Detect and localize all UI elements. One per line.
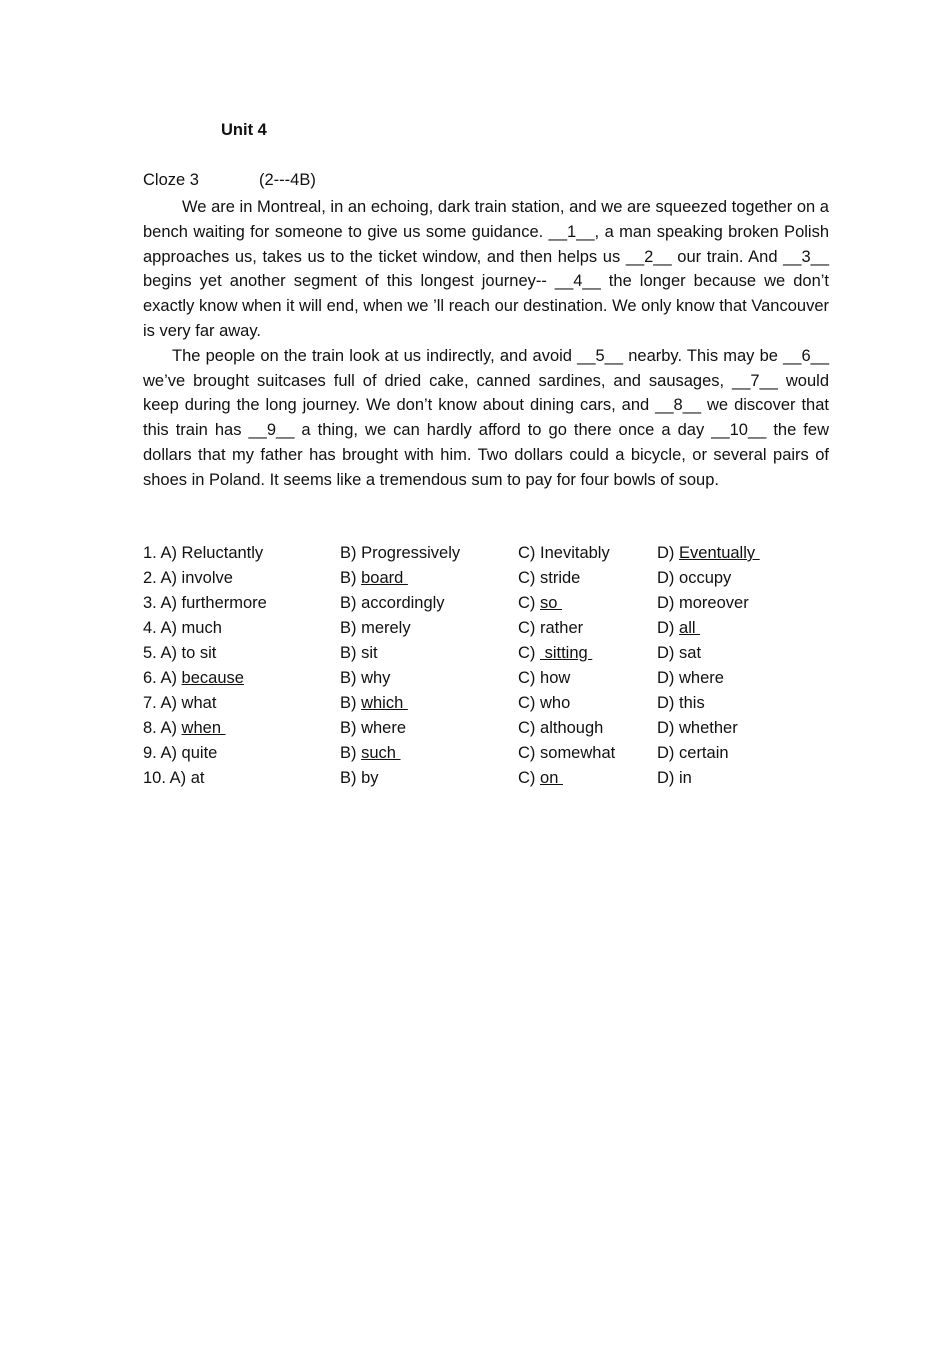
- option-letter: C): [518, 744, 536, 762]
- option-answer-underlined: board: [361, 569, 408, 587]
- option-c: [518, 769, 563, 788]
- option-letter: B): [340, 619, 357, 637]
- option-text: Reluctantly: [181, 544, 264, 562]
- option-letter: C): [518, 544, 536, 562]
- option-a: [143, 769, 204, 788]
- option-b: [340, 594, 445, 613]
- option-a: [143, 619, 222, 638]
- option-letter: D): [657, 694, 675, 712]
- question-row: [143, 544, 843, 569]
- option-a: [143, 594, 267, 613]
- question-number: 4.: [143, 619, 157, 637]
- option-text: sat: [679, 644, 702, 662]
- option-letter: C): [518, 694, 536, 712]
- option-text: somewhat: [540, 744, 616, 762]
- option-text: moreover: [679, 594, 749, 612]
- cloze-code: (2---4B): [259, 171, 316, 189]
- option-letter: D): [657, 594, 675, 612]
- option-letter: C): [518, 594, 536, 612]
- passage-paragraph-2: The people on the train look at us indirectly, and avoid __5__ nearby. This may be __6__ we’ve brought suitcases full of dried cake, canned sardines, and sausages, __7__ would keep during the long journey. We don’t know about dining cars, and __8__ we discover that this train has __9__ a thing, we can hardly afford to go there once a day __10__ the few dollars that my father has brought with him. Two dollars could a bicycle, or several pairs of shoes in Poland. It seems like a tremendous sum to pay for four bowls of soup.: [143, 346, 829, 489]
- option-text: stride: [540, 569, 581, 587]
- option-letter: D): [657, 719, 675, 737]
- option-a: [143, 644, 216, 663]
- option-letter: D): [657, 669, 675, 687]
- option-c: [518, 594, 562, 613]
- option-text: although: [540, 719, 604, 737]
- question-row: [143, 619, 843, 644]
- option-letter: A): [160, 544, 177, 562]
- option-letter: D): [657, 569, 675, 587]
- option-letter: C): [518, 769, 536, 787]
- option-letter: B): [340, 694, 357, 712]
- option-b: [340, 744, 401, 763]
- option-d: [657, 594, 749, 613]
- option-text: involve: [181, 569, 233, 587]
- option-d: [657, 619, 700, 638]
- option-d: [657, 694, 705, 713]
- option-letter: C): [518, 619, 536, 637]
- option-b: [340, 719, 406, 738]
- option-letter: B): [340, 744, 357, 762]
- option-text: by: [361, 769, 379, 787]
- option-c: [518, 669, 570, 688]
- question-number: 7.: [143, 694, 157, 712]
- question-number: 8.: [143, 719, 157, 737]
- option-text: certain: [679, 744, 729, 762]
- option-letter: C): [518, 569, 536, 587]
- option-text: where: [679, 669, 724, 687]
- option-text: occupy: [679, 569, 732, 587]
- option-letter: C): [518, 669, 536, 687]
- option-c: [518, 644, 592, 663]
- cloze-heading: [143, 171, 316, 190]
- option-letter: B): [340, 544, 357, 562]
- option-c: [518, 719, 603, 738]
- option-letter: D): [657, 544, 675, 562]
- option-letter: A): [160, 619, 177, 637]
- option-d: [657, 744, 729, 763]
- option-letter: A): [160, 594, 177, 612]
- option-text: at: [190, 769, 205, 787]
- option-text: whether: [679, 719, 738, 737]
- option-text: rather: [540, 619, 584, 637]
- question-number: 6.: [143, 669, 157, 687]
- option-text: furthermore: [181, 594, 267, 612]
- option-answer-underlined: so: [540, 594, 563, 612]
- option-letter: B): [340, 769, 357, 787]
- question-number: 3.: [143, 594, 157, 612]
- option-text: who: [540, 694, 571, 712]
- option-d: [657, 644, 701, 663]
- option-letter: B): [340, 569, 357, 587]
- question-row: [143, 669, 843, 694]
- option-b: [340, 694, 408, 713]
- question-row: [143, 769, 843, 794]
- option-a: [143, 694, 216, 713]
- option-letter: B): [340, 644, 357, 662]
- question-number: 1.: [143, 544, 157, 562]
- option-answer-underlined: all: [679, 619, 701, 637]
- option-text: where: [361, 719, 407, 737]
- option-letter: B): [340, 594, 357, 612]
- option-letter: D): [657, 644, 675, 662]
- option-answer-underlined: sitting: [540, 644, 593, 662]
- option-answer-underlined: when: [181, 719, 226, 737]
- option-text: what: [181, 694, 217, 712]
- question-number: 9.: [143, 744, 157, 762]
- option-text: how: [540, 669, 571, 687]
- option-letter: D): [657, 744, 675, 762]
- option-answer-underlined: because: [181, 669, 244, 687]
- option-b: [340, 669, 390, 688]
- option-answer-underlined: which: [361, 694, 408, 712]
- answer-options-list: [143, 544, 843, 794]
- option-answer-underlined: such: [361, 744, 401, 762]
- question-number: 10.: [143, 769, 166, 787]
- cloze-label: Cloze 3: [143, 171, 199, 189]
- option-a: [143, 744, 217, 763]
- option-text: Inevitably: [540, 544, 610, 562]
- option-answer-underlined: on: [540, 769, 563, 787]
- option-letter: A): [160, 719, 177, 737]
- question-row: [143, 719, 843, 744]
- option-c: [518, 619, 583, 638]
- question-row: [143, 594, 843, 619]
- question-number: 2.: [143, 569, 157, 587]
- option-letter: A): [160, 669, 177, 687]
- option-c: [518, 544, 610, 563]
- option-b: [340, 619, 411, 638]
- option-c: [518, 569, 580, 588]
- option-text: sit: [361, 644, 378, 662]
- option-letter: C): [518, 719, 536, 737]
- option-letter: C): [518, 644, 536, 662]
- option-text: to sit: [181, 644, 217, 662]
- option-b: [340, 569, 408, 588]
- option-text: why: [361, 669, 391, 687]
- option-b: [340, 769, 379, 788]
- option-d: [657, 669, 724, 688]
- option-text: accordingly: [361, 594, 445, 612]
- question-row: [143, 694, 843, 719]
- option-d: [657, 569, 731, 588]
- passage-paragraph-1: We are in Montreal, in an echoing, dark train station, and we are squeezed together on a bench waiting for someone to give us some guidance. __1__, a man speaking broken Polish approaches us, takes us to the ticket window, and then helps us __2__ our train. And __3__ begins yet another segment of this longest journey-- __4__ the longer because we don’t exactly know when it will end, when we ’ll reach our destination. We only know that Vancouver is very far away.: [143, 198, 829, 340]
- question-row: [143, 569, 843, 594]
- option-letter: A): [160, 744, 177, 762]
- option-a: [143, 544, 263, 563]
- question-number: 5.: [143, 644, 157, 662]
- option-text: in: [679, 769, 692, 787]
- option-text: this: [679, 694, 705, 712]
- question-row: [143, 644, 843, 669]
- option-text: merely: [361, 619, 411, 637]
- option-d: [657, 719, 738, 738]
- question-row: [143, 744, 843, 769]
- option-letter: A): [160, 569, 177, 587]
- option-answer-underlined: Eventually: [679, 544, 760, 562]
- option-d: [657, 769, 692, 788]
- option-text: much: [181, 619, 222, 637]
- option-a: [143, 719, 226, 738]
- option-letter: B): [340, 719, 357, 737]
- option-c: [518, 744, 615, 763]
- option-b: [340, 544, 460, 563]
- option-a: [143, 569, 233, 588]
- option-text: Progressively: [361, 544, 461, 562]
- option-text: quite: [181, 744, 218, 762]
- option-d: [657, 544, 760, 563]
- option-letter: A): [160, 694, 177, 712]
- unit-title: Unit 4: [221, 121, 267, 139]
- option-letter: A): [160, 644, 177, 662]
- cloze-passage: [143, 195, 829, 493]
- option-letter: D): [657, 619, 675, 637]
- option-letter: A): [169, 769, 187, 787]
- option-letter: B): [340, 669, 357, 687]
- option-letter: D): [657, 769, 675, 787]
- option-a: [143, 669, 244, 688]
- option-c: [518, 694, 570, 713]
- option-b: [340, 644, 378, 663]
